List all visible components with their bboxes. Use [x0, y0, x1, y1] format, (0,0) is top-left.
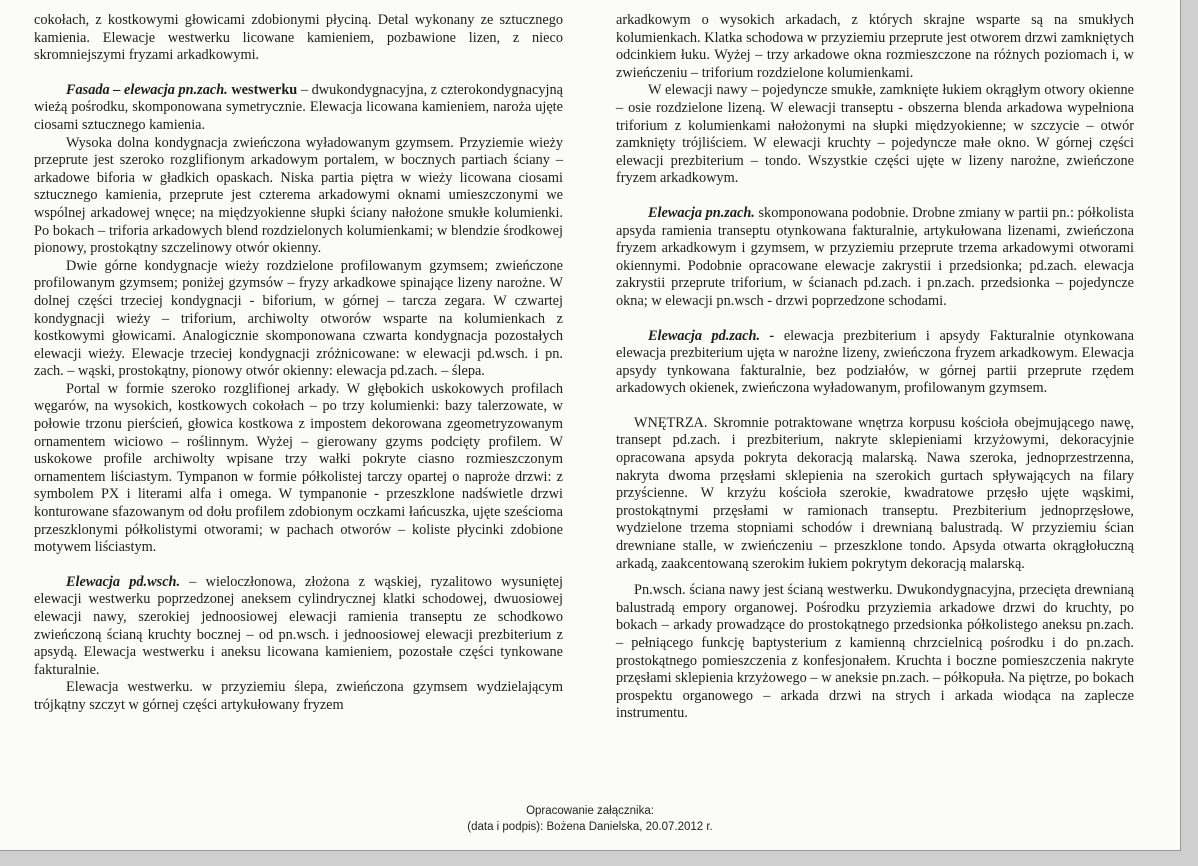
section-heading: Fasada – elewacja pn.zach. — [66, 81, 228, 98]
section-heading: Elewacja pd.wsch. — [66, 573, 181, 590]
paragraph: Wysoka dolna kondygnacja zwieńczona wyładowanym gzymsem. Przyziemie wieży przeprute jest szeroko rozglifionym arkadowym portalem, w bocznych partiach ściany – arkadowe biforia w gładkich opaskach. Niska partia piętra w wieży licowana ciosami sztucznego kamienia, przeprute jest czterema arkadowymi oknami umieszczonymi we wspólnej arkadowej wnęce; na międzyokienne słupki ściany nałożone smukłe kolumienki. Po bokach – triforia arkadowych blend rozdzielonych kolumienkami; w blendzie środkowej pionowy, prostokątny szczelinowy otwór okienny. — [34, 134, 563, 257]
paragraph-elewacja-pnzach — [616, 205, 1134, 311]
section-heading: Elewacja pn.zach. — [648, 204, 755, 221]
scan-edge-right — [1181, 0, 1198, 866]
paragraph-text: – wieloczłonowa, złożona z wąskiej, ryzalitowo wysuniętej elewacji westwerku poprzedzonej aneksem cylindrycznej klatki schodowej, dwuosiowej elewacji nawy, szerokiej jednoosiowej elewacji ramienia transeptu ze schodkowo zwieńczoną ścianą kruchty bocznej – od pn.wsch. i jednoosiowej elewacji prezbiterium z apsydą. Elewacja westwerku i aneksu licowana kamieniem, pozostałe części tynkowane fakturalnie. — [34, 573, 564, 678]
left-text-column — [34, 12, 563, 715]
bold-term: westwerku — [231, 81, 298, 98]
paragraph: Elewacja westwerku. w przyziemiu ślepa, zwieńczona gzymsem wydzielającym trójkątny szczyt w górnej części artykułowany fryzem — [34, 679, 563, 713]
footer-signature — [300, 803, 880, 835]
footer-label: Opracowanie załącznika: — [526, 805, 654, 817]
paragraph: Portal w formie szeroko rozglifionej arkady. W głębokich uskokowych profilach węgarów, na wysokich, kostkowych cokołach – po trzy kolumienki: bazy talerzowate, w połowie trzonu pierścień, głowica kostkowa z impostem dekorowana zgeometryzowanym ornamentem wiciowo – roślinnym. Wyżej – gierowany gzyms podcięty profilem. W uskokowe profile archiwolty wpisane trzy wałki pokryte ciasno rozmieszczonym ornamentem liściastym. Tympanon w formie półkolistej tarczy opartej o naproże drzwi: z symbolem PX i literami alfa i omega. W tympanonie - przeszklone nadświetle drzwi konturowane sfazowanym od dołu profilem zdobionym oczkami łańcuszka, ujęte sześciomа przeszklonymi półkolistymi otworami; w pachach otworów – koliste płycinki zdobione motywem liściastym. — [34, 380, 563, 556]
paragraph: Pn.wsch. ściana nawy jest ścianą westwerku. Dwukondygnacyjna, przecięta drewnianą balustradą empory organowej. Pośrodku przyziemia arkadowe drzwi do kruchty, po bokach – arkady prowadzące do prostokątnego przedsionka półkolistego aneksu pn.zach. – pełniącego funkcję baptysterium z kamienną chrzcielnicą pośrodku i do pn.zach. prostokątnego pomieszczenia z konfesjonałem. Kruchta i boczne pomieszczenia nakryte przęsłami sklepienia krzyżowego – w aneksie pn.zach. – półkopuła. Na piętrze, po bokach prospektu organowego – arkada drzwi na strych i arkada wiodąca na zaplecze instrumentu. — [616, 582, 1134, 722]
paragraph-elewacja-pdzach — [616, 328, 1134, 398]
section-heading: Elewacja pd.zach. - — [648, 327, 775, 344]
paragraph: W elewacji nawy – pojedyncze smukłe, zamknięte łukiem okrągłym otwory okienne – osie rozdzielone lizeną. W elewacji transeptu - obszerna blenda arkadowa wypełniona triforium z kolumienkami nałożonymi na słupki międzyokienne; w szczycie – otwór zamknięty trójliściem. W elewacji kruchty – pojedyncze małe okno. W górnej części elewacji prezbiterium – tondo. Wszystkie części ujęte w lizeny narożne, zwieńczone fryzem arkadkowym. — [616, 82, 1134, 187]
paragraph-elewacja-pdwsch — [34, 574, 563, 680]
paragraph-text: skomponowana podobnie. Drobne zmiany w partii pn.: półkolista apsyda ramienia transeptu otynkowana fakturalnie, artykułowana lizenami, zwieńczona fryzem arkadkowym i gzymsem, w przyziemiu przeprute trzema arkadowymi otworami okiennymi. Podobnie opracowane elewacje zakrystii i przedsionka; pd.zach. elewacja zakrystii przeprute triforium, w ścianach pd.zach. i pn.zach. przedsionka – pojedyncze okna; w elewacji pn.wsch - drzwi poprzedzone schodami. — [616, 204, 1134, 309]
paragraph-text: – dwukondygnacyjna, z czterokondygnacyjną wieżą pośrodku, skomponowana symetrycznie. Elewacja licowana kamieniem, naroża ujęte ciosami sztucznego kamienia. — [34, 81, 563, 133]
paragraph: Dwie górne kondygnacje wieży rozdzielone profilowanym gzymsem; zwieńczone profilowanym gzymsem; poniżej gzymsów – fryzy arkadkowe spinające lizeny narożne. W dolnej części trzeciej kondygnacji - biforium, w górnej – tarcza zegara. W czwartej kondygnacji wieży – triforium, archiwolty otworów wsparte na kolumienkach z kostkowymi głowicami. Analogicznie skomponowana czwarta kondygnacja pozostałych elewacji wieży. Elewacje trzeciej kondygnacji zróżnicowane: w elewacji pd.wsch. i pn. zach. – wąski, prostokątny, pionowy otwór okienny: elewacja pd.zach. – ślepa. — [34, 257, 563, 380]
footer-signature-line: (data i podpis): Bożena Danielska, 20.07.2012 r. — [467, 821, 713, 833]
paragraph: cokołach, z kostkowymi głowicami zdobionymi płyciną. Detal wykonany ze sztucznego kamienia. Elewacje westwerku licowane kamieniem, pozbawione lizen, z nieco skromniejszymi fryzami arkadkowymi. — [34, 12, 563, 64]
paragraph: arkadkowym o wysokich arkadach, z których skrajne wsparte są na smukłych kolumienkach. Klatka schodowa w przyziemiu przeprute jest otworem drzwi zamkniętych odcinkiem łuku. Wyżej – trzy arkadowe okna rozmieszczone na różnych poziomach i, w zwieńczeniu – triforium rozdzielone kolumienkami. — [616, 12, 1134, 81]
right-text-column — [616, 12, 1134, 723]
scan-edge-bottom — [0, 851, 1198, 866]
paragraph-text: elewacja prezbiterium i apsydy Fakturalnie otynkowana elewacja prezbiterium ujęta w narożne lizeny, zwieńczona fryzem arkadkowym. Elewacja apsydy tynkowana fakturalnie, bez podziałów, w górnej partii przeprute rzędem arkadowych okienek, zwieńczona wyładowanym, profilowanym gzymsem. — [616, 327, 1134, 397]
paragraph-fasada — [34, 82, 563, 135]
paragraph-wnetrza: WNĘTRZA. Skromnie potraktowane wnętrza korpusu kościoła obejmującego nawę, transept pd.zach. i prezbiterium, nakryte sklepieniami krzyżowymi, dekoracyjnie opracowana apsyda pokryta dekoracją malarską. Nawa szeroka, jednoprzestrzenna, nakryta dwoma przęsłami sklepienia na szerokich gurtach spływających na filary przyścienne. W krzyżu kościoła szerokie, kwadratowe przęsło ujęte wąskimi, prostokątnymi przęsłami w ramionach transeptu. Prezbiterium jednoprzęsłowe, wydzielone trzema stopniami schodów i drewnianą balustradą. W przyziemiu ścian drewniane stalle, w zwieńczeniu – przeszklone tondo. Apsyda otwarta okrągłołuczną arkadą, zaakcentowaną szerokim łukiem pokrytym dekoracją malarską. — [616, 414, 1134, 572]
